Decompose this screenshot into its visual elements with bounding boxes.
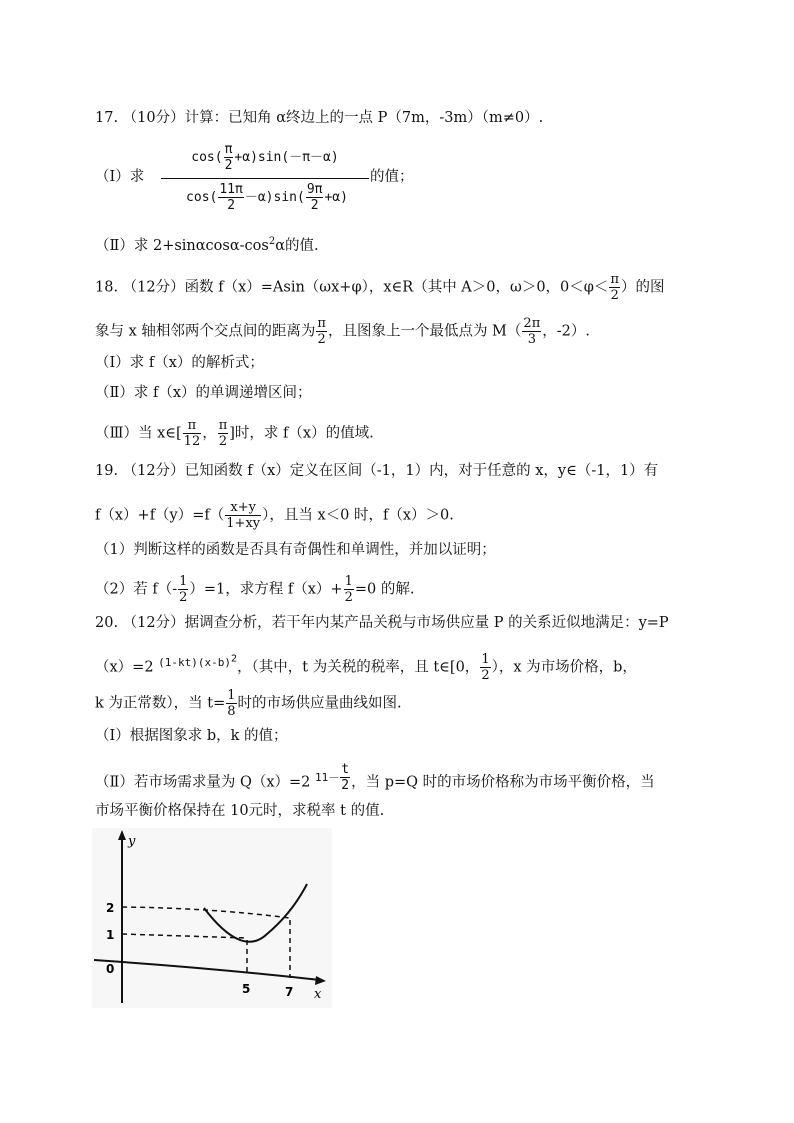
- x-axis-label: x: [314, 987, 322, 1002]
- q17-part2: （Ⅱ）求 $2+\sin\alpha\cos\alpha-\cos^2\alpha$的值.: [95, 236, 319, 254]
- q18-line1: 18. （12分）函数 f（x）=Asin（ωx+φ），x∈R（其中 A＞0，ω＞0，0＜φ＜ $\frac{\pi}{2}$ ）的图: [95, 272, 665, 303]
- q17-denominator: cos( $\frac{11\pi}{2}$ －α)sin( $\frac{9\pi}{2}$ +α): [186, 182, 348, 213]
- q19-part1: （1）判断这样的函数是否具有奇偶性和单调性，并加以证明；: [95, 542, 496, 558]
- q17-fraction-bar: [161, 178, 369, 179]
- q20-line2: （x）=2 $^{(1-kt)(x-b)^2}$，（其中，t 为关税的税率，且 t∈[0， $\frac{1}{2}$ ），x 为市场价格，b，: [95, 652, 637, 684]
- x-tick-label-5: 5: [242, 982, 251, 996]
- q20-line1: 20. （12分）据调查分析，若干年内某产品关税与市场供应量 P 的关系近似地满足：y=P: [95, 615, 669, 631]
- y-tick-label-2: 2: [106, 901, 115, 915]
- q18-part1: （Ⅰ）求 f（x）的解析式；: [95, 355, 264, 371]
- q19-line2: f（x）+f（y）=f（ $\frac{x+y}{1+xy}$ ），且当 x＜0 时，f（x）＞0.: [95, 500, 454, 531]
- exam-page: 17. （10分）计算：已知角 α终边上的一点 P（7m，-3m）（m≠0）. （Ⅰ）求 cos( $\frac{\pi}{2}$ +α)sin(－π－α) cos( $\frac{11\pi}{2}$ －α)sin( $\frac{9\pi}{2}$ +α) 的值； （Ⅱ）求 $2+\sin\alpha\cos\alpha-\cos^2\alpha$的值. 18. （12分）函数 f（x）=Asin（ωx+φ），x∈R（其中 A＞0，ω＞0，0＜φ＜ $\frac{\pi}{2}$ ）的图 象与 x 轴相邻两个交点间的距离为 $\frac{\pi}{2}$ ，且图象上一个最低点为 M（ $\frac{2\pi}{3}$ ，-2）. （Ⅰ）求 f（x）的解析式； （Ⅱ）求 f（x）的单调递增区间； （Ⅲ）当 x∈[ $\frac{\pi}{12}$ ， $\frac{\pi}{2}$ ]时，求 f（x）的值域. 19. （12分）已知函数 f（x）定义在区间（-1，1）内，对于任意的 x，y∈（-1，1）有 f（x）+f（y）=f（ $\frac{x+y}{1+xy}$ ），且当 x＜0 时，f（x）＞0. （1）判断这样的函数是否具有奇偶性和单调性，并加以证明； （2）若 f（- $\frac{1}{2}$ ）=1，求方程 f（x）+ $\frac{1}{2}$ =0 的解. 20. （12分）据调查分析，若干年内某产品关税与市场供应量 P 的关系近似地满足：y=P （x）=2 $^{(1-kt)(x-b)^2}$，（其中，t 为关税的税率，且 t∈[0， $\frac{1}{2}$ ），x 为市场价格，b， k 为正常数），当 t= $\frac{1}{8}$ 时的市场供应量曲线如图. （Ⅰ）根据图象求 b，k 的值； （Ⅱ）若市场需求量为 Q（x）=2 $^{11- \frac{t}{2}}$ ，当 p=Q 时的市场价格称为市场平衡价格，当 市场平衡价格保持在 10元时，求税率 t 的值. y x 0 2 1 5 7: [0, 0, 794, 1123]
- x-tick-label-7: 7: [285, 985, 294, 999]
- q20-part2: （Ⅱ）若市场需求量为 Q（x）=2 $^{11- \frac{t}{2}}$ ，当 p=Q 时的市场价格称为市场平衡价格，当: [95, 762, 655, 793]
- q19-part2: （2）若 f（- $\frac{1}{2}$ ）=1，求方程 f（x）+ $\frac{1}{2}$ =0 的解.: [95, 574, 415, 605]
- q20-part1: （Ⅰ）根据图象求 b，k 的值；: [95, 728, 288, 744]
- origin-label: 0: [106, 962, 115, 976]
- q17-stem: 17. （10分）计算：已知角 α终边上的一点 P（7m，-3m）（m≠0）.: [95, 110, 544, 126]
- y-tick-label-1: 1: [106, 928, 115, 942]
- q18-part3: （Ⅲ）当 x∈[ $\frac{\pi}{12}$ ， $\frac{\pi}{2}$ ]时，求 f（x）的值域.: [95, 418, 374, 449]
- q18-part2: （Ⅱ）求 f（x）的单调递增区间；: [95, 385, 312, 401]
- supply-curve-graph: [92, 828, 332, 1008]
- q17-numerator: cos( $\frac{\pi}{2}$ +α)sin(－π－α): [191, 142, 339, 173]
- q18-line2: 象与 x 轴相邻两个交点间的距离为 $\frac{\pi}{2}$ ，且图象上一个最低点为 M（ $\frac{2\pi}{3}$ ，-2）.: [95, 316, 590, 347]
- q20-line3: k 为正常数），当 t= $\frac{1}{8}$ 时的市场供应量曲线如图.: [95, 688, 402, 719]
- q19-line1: 19. （12分）已知函数 f（x）定义在区间（-1，1）内，对于任意的 x，y∈（-1，1）有: [95, 463, 659, 479]
- q20-part3: 市场平衡价格保持在 10元时，求税率 t 的值.: [95, 803, 385, 819]
- y-axis-label: y: [128, 834, 136, 849]
